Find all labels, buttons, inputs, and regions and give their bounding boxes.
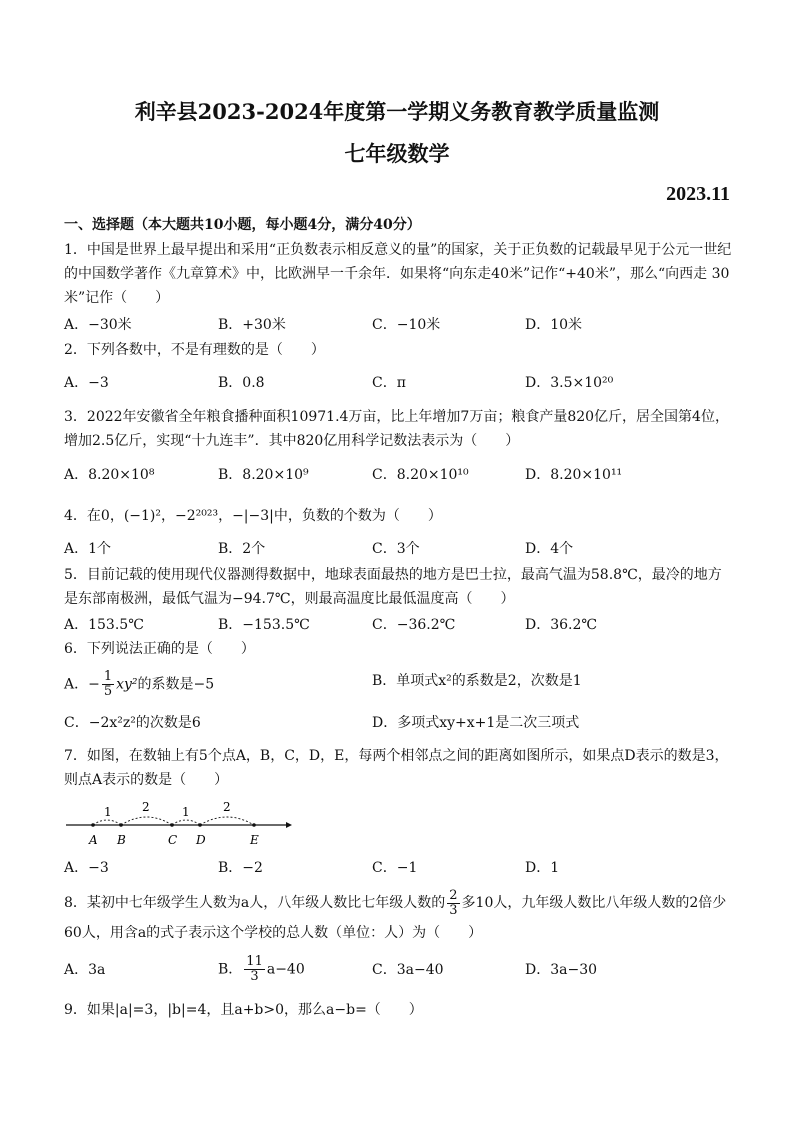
question-8-options bbox=[64, 955, 744, 989]
gap-label: 2 bbox=[223, 800, 231, 814]
option-b: B．8.20×10⁹ bbox=[218, 467, 309, 483]
option-d: D．4个 bbox=[525, 541, 574, 557]
option-d: D．8.20×10¹¹ bbox=[525, 467, 623, 483]
point-label: B bbox=[117, 833, 126, 847]
fraction-numerator: 1 bbox=[103, 669, 113, 684]
option-a: A．1个 bbox=[64, 541, 112, 557]
point-dot bbox=[252, 823, 256, 827]
question-2: 2．下列各数中，不是有理数的是（ ） bbox=[64, 342, 325, 358]
option-b: B．0.8̇ bbox=[218, 375, 265, 391]
fraction bbox=[102, 670, 114, 699]
question-6-options-row2 bbox=[64, 712, 744, 736]
number-line-figure bbox=[64, 795, 294, 850]
question-5: 5．目前记载的使用现代仪器测得数据中，地球表面最热的地方是巴士拉，最高气温为58.8℃，最冷的地方是东部南极洲，最低气温为−94.7℃，则最高温度比最低温度高（ ） bbox=[64, 567, 722, 607]
option-a-prefix: A．− bbox=[64, 676, 100, 693]
gap-arc bbox=[121, 817, 172, 825]
question-6: 6．下列说法正确的是（ ） bbox=[64, 641, 255, 657]
option-b-prefix: B． bbox=[218, 961, 243, 978]
question-4: 4．在0，(−1)²，−2²⁰²³，−|−3|中，负数的个数为（ ） bbox=[64, 508, 442, 524]
fraction-numerator: 11 bbox=[246, 954, 263, 969]
point-dot bbox=[198, 823, 202, 827]
fraction bbox=[244, 955, 265, 984]
point-dot bbox=[170, 823, 174, 827]
option-b: B．−153.5℃ bbox=[218, 617, 310, 633]
option-c: C．−2x²z²的次数是6 bbox=[64, 715, 201, 731]
option-d: D．1 bbox=[525, 860, 560, 876]
exam-title: 利辛县2023-2024年度第一学期义务教育教学质量监测 bbox=[134, 99, 660, 124]
option-d: D．3.5×10²⁰ bbox=[525, 375, 614, 391]
gap-arc bbox=[93, 820, 121, 825]
option-b: B．2个 bbox=[218, 541, 266, 557]
fraction-denominator: 3 bbox=[449, 902, 458, 918]
question-7-options bbox=[64, 857, 744, 881]
gap-label: 2 bbox=[142, 800, 150, 814]
question-8-text-before: 8．某初中七年级学生人数为a人，八年级人数比七年级人数的 bbox=[64, 895, 446, 911]
option-a-text: 的系数是−5 bbox=[137, 676, 215, 693]
point-label: D bbox=[196, 833, 206, 847]
option-d: D．3a−30 bbox=[525, 962, 598, 978]
gap-label: 1 bbox=[182, 805, 190, 819]
option-d: D．36.2℃ bbox=[525, 617, 598, 633]
question-3: 3．2022年安徽省全年粮食播种面积10971.4万亩，比上年增加7万亩；粮食产量820亿斤，居全国第4位，增加2.5亿斤，实现“十九连丰”．其中820亿用科学记数法表示为（ ） bbox=[64, 409, 729, 449]
exam-subtitle: 七年级数学 bbox=[344, 141, 450, 166]
option-b: B．单项式x²的系数是2，次数是1 bbox=[372, 673, 582, 689]
fraction-denominator: 5 bbox=[103, 684, 113, 699]
fraction-denominator: 3 bbox=[250, 969, 259, 984]
exam-date: 2023.11 bbox=[666, 183, 730, 205]
point-label: C bbox=[168, 833, 178, 847]
option-a: A．3a bbox=[64, 962, 106, 978]
option-a: A．−3 bbox=[64, 375, 109, 391]
question-1: 1．中国是世界上最早提出和采用“正负数表示相反意义的量”的国家，关于正负数的记载最早见于公元一世纪的中国数学著作《九章算术》中，比欧洲早一千余年．如果将“向东走40米”记作“+40米”，那么“向西走 30米”记作（ ） bbox=[64, 242, 732, 306]
option-b bbox=[218, 955, 305, 984]
question-4-options bbox=[64, 538, 744, 562]
question-2-options bbox=[64, 372, 744, 396]
question-9: 9．如果|a|=3，|b|=4，且a+b>0，那么a−b=（ ） bbox=[64, 1002, 423, 1018]
fraction bbox=[447, 889, 459, 918]
option-a-variable: xy² bbox=[116, 676, 138, 693]
option-a bbox=[64, 670, 214, 699]
option-a: A．−3 bbox=[64, 860, 109, 876]
point-label: A bbox=[89, 833, 98, 847]
point-dot bbox=[91, 823, 95, 827]
option-b: B．+30米 bbox=[218, 317, 286, 333]
option-c: C．3个 bbox=[372, 541, 420, 557]
gap-label: 1 bbox=[104, 805, 112, 819]
point-label: E bbox=[250, 833, 259, 847]
option-a: A．−30米 bbox=[64, 317, 132, 333]
option-c: C．3a−40 bbox=[372, 962, 444, 978]
option-c: C．−10米 bbox=[372, 317, 441, 333]
question-8-text-after: 多10人，九年级人数比八年级人数的2倍少60人，用含a的式子表示这个学校的总人数（单位：人）为（ ） bbox=[64, 895, 727, 941]
question-6-options-row1 bbox=[64, 662, 744, 702]
point-dot bbox=[119, 823, 123, 827]
question-1-options bbox=[64, 314, 744, 338]
option-b-text: a−40 bbox=[266, 961, 305, 978]
question-3-options bbox=[64, 464, 744, 488]
option-b: B．−2 bbox=[218, 860, 263, 876]
option-c: C．−1 bbox=[372, 860, 418, 876]
question-5-options bbox=[64, 614, 744, 638]
question-8 bbox=[64, 888, 734, 948]
fraction-numerator: 2 bbox=[449, 887, 458, 903]
option-d: D．多项式xy+x+1是二次三项式 bbox=[372, 715, 580, 731]
section-heading: 一、选择题（本大题共10小题，每小题4分，满分40分） bbox=[64, 217, 421, 233]
option-c: C．π bbox=[372, 375, 406, 391]
option-a: A．153.5℃ bbox=[64, 617, 144, 633]
option-c: C．8.20×10¹⁰ bbox=[372, 467, 469, 483]
option-d: D．10米 bbox=[525, 317, 583, 333]
number-line-arrow bbox=[286, 822, 292, 828]
gap-arc bbox=[200, 817, 254, 825]
option-a: A．8.20×10⁸ bbox=[64, 467, 155, 483]
gap-arc bbox=[172, 820, 200, 825]
question-7: 7．如图，在数轴上有5个点A，B，C，D，E，每两个相邻点之间的距离如图所示，如果点D表示的数是3，则点A表示的数是（ ） bbox=[64, 748, 729, 788]
option-c: C．−36.2℃ bbox=[372, 617, 456, 633]
